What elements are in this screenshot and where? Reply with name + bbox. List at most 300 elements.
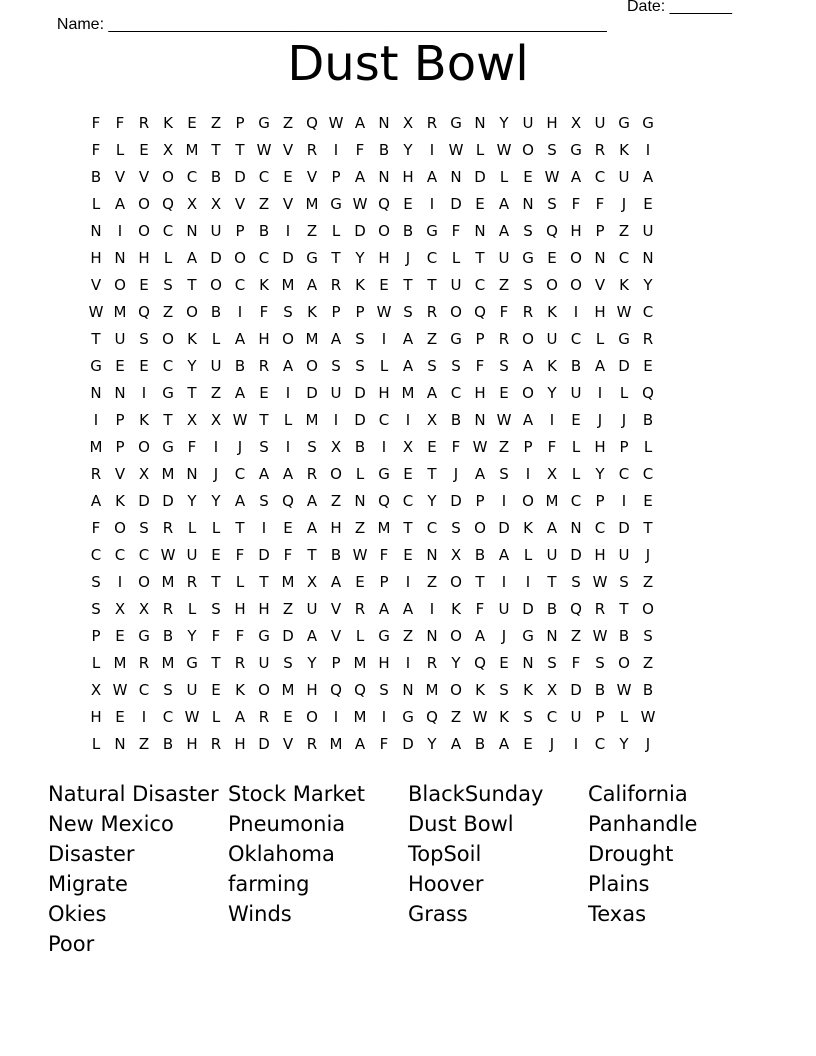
grid-letter: K <box>163 114 173 132</box>
grid-letter: F <box>259 303 269 321</box>
grid-letter: N <box>402 681 414 699</box>
grid-letter: W <box>616 681 632 699</box>
grid-letter: E <box>115 708 125 726</box>
grid-letter: S <box>139 519 149 537</box>
grid-letter: Z <box>258 195 270 213</box>
grid-letter: P <box>595 222 605 240</box>
grid-letter: L <box>283 411 293 429</box>
grid-letter: C <box>234 465 246 483</box>
grid-letter: I <box>621 492 627 510</box>
grid-letter: Z <box>642 573 654 591</box>
grid-letter: U <box>546 330 558 348</box>
grid-row <box>84 191 732 218</box>
grid-letter: R <box>258 708 270 726</box>
grid-letter: N <box>474 114 486 132</box>
grid-letter: F <box>451 222 461 240</box>
grid-letter: F <box>475 600 485 618</box>
grid-letter: R <box>306 735 318 753</box>
grid-letter: A <box>402 600 414 618</box>
grid-letter: E <box>643 195 653 213</box>
grid-letter: A <box>306 492 318 510</box>
grid-letter: E <box>523 735 533 753</box>
grid-letter: B <box>570 357 582 375</box>
grid-letter: A <box>306 276 318 294</box>
grid-letter: J <box>453 465 459 483</box>
grid-letter: A <box>354 168 366 186</box>
grid-letter: Y <box>499 114 509 132</box>
grid-letter: I <box>549 411 555 429</box>
grid-letter: R <box>306 141 318 159</box>
grid-letter: L <box>643 438 653 456</box>
grid-letter: B <box>162 735 174 753</box>
grid-letter: B <box>258 222 270 240</box>
grid-letter: N <box>474 222 486 240</box>
grid-letter: G <box>90 357 102 375</box>
grid-letter: A <box>282 465 294 483</box>
grid-letter: F <box>451 438 461 456</box>
grid-letter: N <box>378 168 390 186</box>
grid-letter: Q <box>426 708 438 726</box>
grid-letter: I <box>501 492 507 510</box>
grid-letter: O <box>618 654 630 672</box>
name-field-label: Name: ________________________________________________________ <box>56 16 607 33</box>
grid-letter: F <box>91 519 101 537</box>
grid-letter: M <box>89 438 103 456</box>
grid-letter: D <box>498 519 510 537</box>
grid-letter: R <box>426 303 438 321</box>
grid-letter: S <box>283 654 293 672</box>
grid-letter: T <box>211 573 221 591</box>
grid-letter: C <box>186 168 198 186</box>
grid-letter: A <box>234 708 246 726</box>
grid-letter: S <box>523 708 533 726</box>
grid-letter: O <box>522 330 534 348</box>
grid-letter: S <box>91 600 101 618</box>
grid-letter: E <box>139 141 149 159</box>
grid-letter: W <box>376 303 392 321</box>
grid-letter: R <box>306 465 318 483</box>
grid-letter: G <box>162 384 174 402</box>
grid-letter: P <box>235 114 245 132</box>
grid-letter: R <box>498 330 510 348</box>
grid-letter: I <box>141 708 147 726</box>
word-list-item: Poor <box>48 932 95 956</box>
grid-row <box>84 164 732 191</box>
grid-letter: M <box>545 492 559 510</box>
grid-letter: G <box>450 114 462 132</box>
grid-letter: M <box>401 384 415 402</box>
grid-letter: L <box>331 222 341 240</box>
grid-letter: A <box>258 465 270 483</box>
grid-letter: A <box>474 627 486 645</box>
grid-letter: M <box>281 573 295 591</box>
grid-letter: G <box>618 114 630 132</box>
grid-letter: S <box>547 141 557 159</box>
grid-letter: A <box>90 492 102 510</box>
grid-letter: T <box>403 519 413 537</box>
word-list-item: Dust Bowl <box>408 812 514 836</box>
grid-letter: F <box>379 735 389 753</box>
grid-letter: U <box>114 330 126 348</box>
grid-letter: B <box>594 681 606 699</box>
grid-letter: K <box>523 519 533 537</box>
word-list-item: TopSoil <box>408 842 482 866</box>
grid-letter: N <box>378 114 390 132</box>
grid-letter: B <box>402 222 414 240</box>
grid-letter: L <box>115 141 125 159</box>
grid-letter: T <box>235 141 245 159</box>
grid-letter: K <box>547 303 557 321</box>
grid-letter: S <box>619 573 629 591</box>
grid-row <box>84 731 732 758</box>
grid-letter: Z <box>210 384 222 402</box>
grid-letter: R <box>186 573 198 591</box>
grid-letter: P <box>475 492 485 510</box>
grid-letter: F <box>547 438 557 456</box>
grid-letter: Q <box>282 492 294 510</box>
grid-letter: T <box>475 249 485 267</box>
grid-letter: P <box>235 222 245 240</box>
grid-letter: V <box>114 465 126 483</box>
grid-letter: C <box>426 249 438 267</box>
word-list-item: Panhandle <box>588 812 698 836</box>
grid-letter: C <box>234 276 246 294</box>
grid-letter: Q <box>570 600 582 618</box>
grid-letter: Y <box>427 735 437 753</box>
grid-letter: L <box>91 735 101 753</box>
grid-letter: X <box>402 438 414 456</box>
grid-letter: E <box>115 627 125 645</box>
grid-letter: X <box>570 114 582 132</box>
grid-letter: N <box>546 627 558 645</box>
grid-letter: M <box>161 654 175 672</box>
grid-letter: J <box>621 411 627 429</box>
grid-letter: F <box>355 141 365 159</box>
grid-letter: O <box>474 519 486 537</box>
word-list-item: Winds <box>228 902 292 926</box>
grid-letter: B <box>210 168 222 186</box>
grid-letter: M <box>305 411 319 429</box>
grid-letter: S <box>355 330 365 348</box>
grid-letter: A <box>330 573 342 591</box>
grid-letter: C <box>162 708 174 726</box>
grid-letter: N <box>114 249 126 267</box>
grid-letter: A <box>282 357 294 375</box>
grid-letter: U <box>594 114 606 132</box>
grid-letter: U <box>210 222 222 240</box>
grid-letter: D <box>210 249 222 267</box>
grid-letter: P <box>595 492 605 510</box>
grid-letter: I <box>333 708 339 726</box>
grid-letter: N <box>522 654 534 672</box>
grid-letter: S <box>499 465 509 483</box>
grid-letter: S <box>571 573 581 591</box>
grid-letter: O <box>114 519 126 537</box>
grid-letter: R <box>594 141 606 159</box>
word-list-item: Drought <box>588 842 674 866</box>
word-list-item: BlackSunday <box>408 782 544 806</box>
grid-letter: D <box>570 546 582 564</box>
word-list-item: Texas <box>588 902 647 926</box>
grid-letter: C <box>474 276 486 294</box>
grid-letter: W <box>616 303 632 321</box>
grid-letter: M <box>377 519 391 537</box>
grid-letter: U <box>618 168 630 186</box>
grid-letter: U <box>498 600 510 618</box>
grid-letter: Z <box>330 492 342 510</box>
grid-letter: Y <box>595 465 605 483</box>
grid-letter: T <box>427 276 437 294</box>
grid-letter: Z <box>354 519 366 537</box>
grid-letter: X <box>114 600 126 618</box>
grid-letter: P <box>331 168 341 186</box>
grid-letter: G <box>618 330 630 348</box>
grid-letter: I <box>405 411 411 429</box>
grid-letter: Z <box>426 330 438 348</box>
grid-letter: X <box>546 465 558 483</box>
grid-letter: I <box>93 411 99 429</box>
grid-letter: R <box>162 519 174 537</box>
word-list-item: New Mexico <box>48 812 174 836</box>
grid-letter: A <box>474 465 486 483</box>
grid-letter: V <box>330 627 342 645</box>
grid-letter: V <box>282 141 294 159</box>
grid-letter: D <box>138 492 150 510</box>
grid-letter: E <box>475 195 485 213</box>
grid-letter: D <box>450 195 462 213</box>
word-list-item: Natural Disaster <box>48 782 219 806</box>
grid-letter: C <box>594 168 606 186</box>
grid-letter: X <box>306 573 318 591</box>
grid-letter: G <box>306 249 318 267</box>
grid-letter: G <box>138 627 150 645</box>
grid-letter: Z <box>306 222 318 240</box>
grid-letter: M <box>281 276 295 294</box>
grid-letter: Y <box>355 249 365 267</box>
grid-letter: D <box>258 735 270 753</box>
grid-letter: S <box>451 357 461 375</box>
grid-letter: U <box>570 384 582 402</box>
grid-letter: M <box>185 141 199 159</box>
grid-letter: Q <box>330 681 342 699</box>
grid-letter: K <box>115 492 125 510</box>
grid-letter: B <box>474 735 486 753</box>
grid-letter: O <box>450 303 462 321</box>
grid-letter: F <box>211 627 221 645</box>
grid-letter: S <box>91 573 101 591</box>
grid-letter: D <box>234 168 246 186</box>
grid-letter: N <box>642 249 654 267</box>
grid-letter: C <box>258 249 270 267</box>
grid-letter: W <box>592 573 608 591</box>
grid-letter: C <box>90 546 102 564</box>
grid-row <box>84 218 732 245</box>
grid-letter: A <box>498 546 510 564</box>
grid-letter: T <box>187 276 197 294</box>
grid-letter: H <box>546 114 558 132</box>
grid-letter: H <box>594 546 606 564</box>
grid-letter: U <box>642 222 654 240</box>
grid-letter: E <box>379 276 389 294</box>
grid-letter: W <box>112 681 128 699</box>
grid-letter: O <box>522 492 534 510</box>
grid-letter: B <box>162 627 174 645</box>
grid-letter: M <box>161 573 175 591</box>
grid-letter: H <box>378 654 390 672</box>
grid-letter: I <box>525 465 531 483</box>
grid-row <box>84 110 732 137</box>
word-list-item: Migrate <box>48 872 128 896</box>
grid-letter: D <box>162 492 174 510</box>
grid-letter: Y <box>547 384 557 402</box>
grid-letter: E <box>427 438 437 456</box>
grid-letter: L <box>619 708 629 726</box>
grid-letter: C <box>618 249 630 267</box>
grid-letter: W <box>352 195 368 213</box>
grid-letter: H <box>186 735 198 753</box>
grid-letter: U <box>546 546 558 564</box>
grid-letter: E <box>403 546 413 564</box>
grid-letter: G <box>378 627 390 645</box>
grid-letter: F <box>91 114 101 132</box>
grid-letter: G <box>450 330 462 348</box>
grid-letter: P <box>91 627 101 645</box>
grid-letter: N <box>474 411 486 429</box>
grid-letter: D <box>282 249 294 267</box>
grid-letter: E <box>403 465 413 483</box>
grid-letter: S <box>163 681 173 699</box>
grid-letter: B <box>354 438 366 456</box>
grid-letter: W <box>328 114 344 132</box>
grid-letter: X <box>450 546 462 564</box>
grid-letter: D <box>474 168 486 186</box>
grid-letter: G <box>426 222 438 240</box>
grid-row <box>84 488 732 515</box>
grid-row <box>84 677 732 704</box>
grid-letter: Y <box>187 492 197 510</box>
grid-letter: T <box>91 330 101 348</box>
grid-letter: W <box>88 303 104 321</box>
grid-letter: V <box>330 600 342 618</box>
grid-letter: S <box>307 438 317 456</box>
grid-letter: G <box>186 654 198 672</box>
grid-letter: W <box>256 141 272 159</box>
grid-letter: X <box>138 600 150 618</box>
grid-letter: O <box>450 627 462 645</box>
grid-letter: H <box>234 600 246 618</box>
grid-letter: J <box>405 249 411 267</box>
grid-letter: C <box>642 465 654 483</box>
grid-letter: W <box>232 411 248 429</box>
grid-letter: Z <box>618 222 630 240</box>
grid-letter: K <box>307 303 317 321</box>
word-list-item: Stock Market <box>228 782 365 806</box>
grid-letter: A <box>594 357 606 375</box>
grid-letter: E <box>547 249 557 267</box>
grid-letter: O <box>546 276 558 294</box>
grid-letter: Z <box>450 708 462 726</box>
grid-letter: S <box>379 681 389 699</box>
grid-letter: O <box>138 195 150 213</box>
grid-letter: M <box>425 681 439 699</box>
grid-letter: S <box>499 357 509 375</box>
grid-letter: D <box>570 681 582 699</box>
grid-letter: U <box>258 654 270 672</box>
grid-letter: E <box>283 168 293 186</box>
grid-letter: Q <box>306 114 318 132</box>
grid-letter: Z <box>282 600 294 618</box>
grid-letter: F <box>91 141 101 159</box>
grid-letter: A <box>522 357 534 375</box>
grid-letter: Y <box>211 492 221 510</box>
grid-letter: H <box>90 708 102 726</box>
grid-letter: U <box>186 546 198 564</box>
grid-letter: D <box>618 519 630 537</box>
grid-letter: B <box>546 600 558 618</box>
grid-letter: E <box>283 519 293 537</box>
grid-row <box>84 380 732 407</box>
grid-letter: Y <box>643 276 653 294</box>
grid-letter: T <box>619 600 629 618</box>
grid-letter: D <box>282 627 294 645</box>
grid-letter: C <box>258 168 270 186</box>
grid-letter: E <box>259 384 269 402</box>
grid-letter: A <box>330 330 342 348</box>
grid-letter: A <box>306 627 318 645</box>
word-list-item: farming <box>228 872 310 896</box>
grid-letter: O <box>306 708 318 726</box>
grid-letter: B <box>642 681 654 699</box>
grid-letter: Z <box>162 303 174 321</box>
grid-letter: E <box>139 357 149 375</box>
grid-letter: H <box>258 600 270 618</box>
grid-letter: Z <box>282 114 294 132</box>
grid-letter: N <box>186 465 198 483</box>
date-field-label: Date: _______ <box>627 0 732 15</box>
grid-letter: N <box>594 249 606 267</box>
grid-letter: V <box>90 276 102 294</box>
grid-letter: I <box>573 303 579 321</box>
grid-letter: W <box>496 411 512 429</box>
grid-letter: I <box>117 573 123 591</box>
grid-letter: I <box>429 195 435 213</box>
grid-letter: D <box>354 222 366 240</box>
grid-row <box>84 434 732 461</box>
grid-letter: T <box>235 519 245 537</box>
grid-letter: L <box>571 438 581 456</box>
grid-letter: R <box>162 600 174 618</box>
grid-letter: N <box>570 519 582 537</box>
grid-letter: H <box>138 249 150 267</box>
grid-letter: G <box>402 708 414 726</box>
grid-letter: C <box>426 519 438 537</box>
grid-letter: Q <box>642 384 654 402</box>
grid-letter: J <box>621 195 627 213</box>
grid-letter: O <box>522 384 534 402</box>
grid-letter: R <box>234 654 246 672</box>
grid-letter: W <box>592 627 608 645</box>
grid-row <box>84 461 732 488</box>
grid-letter: O <box>138 222 150 240</box>
grid-letter: E <box>571 411 581 429</box>
grid-letter: S <box>523 276 533 294</box>
grid-letter: I <box>213 438 219 456</box>
grid-letter: J <box>597 411 603 429</box>
grid-letter: K <box>355 276 365 294</box>
grid-letter: M <box>305 330 319 348</box>
grid-letter: X <box>162 141 174 159</box>
grid-letter: O <box>282 330 294 348</box>
